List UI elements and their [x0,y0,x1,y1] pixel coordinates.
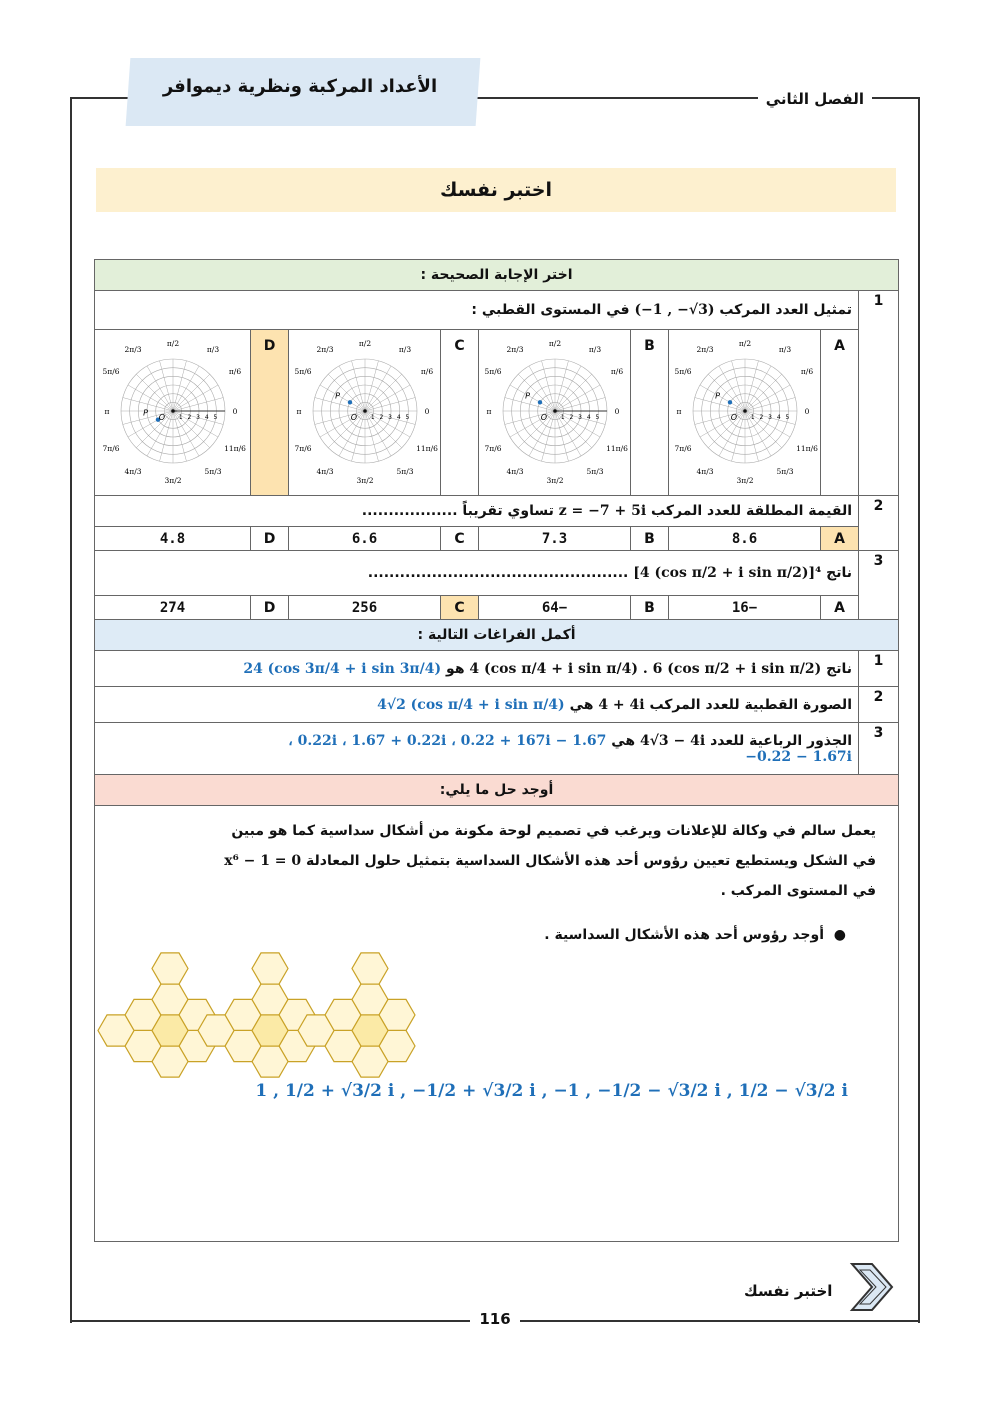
q3-label-a[interactable]: A [821,596,859,620]
tick-l1: 5π/6 [484,366,501,376]
radial-tick: 2 [187,413,191,421]
tick-l2: 7π/6 [674,443,691,453]
tick-tl: 2π/3 [124,344,141,354]
radial-tick: 5 [213,413,217,421]
radial-tick: 2 [569,413,573,421]
problem-answer: 1 , 1/2 + √3/2 i , −1/2 + √3/2 i , −1 , −1/2 − √3/2 i , 1/2 − √3/2 i [255,1081,848,1101]
radial-tick: 3 [767,413,772,421]
radial-tick: 5 [405,413,409,421]
tick-top: π/2 [738,338,751,348]
tick-left: π [104,406,109,416]
tick-left: π [296,406,301,416]
tick-l1: 5π/6 [294,366,311,376]
q1-option-a-graph[interactable] [669,330,821,496]
q3-option-c[interactable]: 256 [289,596,441,620]
tick-right: 0 [424,406,429,416]
tick-bottom: 3π/2 [164,475,181,485]
bullet-icon: ● [833,927,846,943]
fill1-answer: 24 (cos 3π/4 + i sin 3π/4) [243,660,442,677]
tick-top: π/2 [358,338,371,348]
tick-tl: 2π/3 [316,344,333,354]
tick-tr: π/3 [778,344,791,354]
tick-tr: π/3 [206,344,219,354]
radial-tick: 2 [759,413,763,421]
tick-l2: 7π/6 [484,443,501,453]
q3-option-d[interactable]: 274 [95,596,251,620]
q2-text: القيمة المطلقة للعدد المركب z = −7 + 5i تساوي تقريباً .................. [95,496,859,527]
tick-top: π/2 [548,338,561,348]
hexagon-board-figure [113,950,443,1080]
tick-l1: 5π/6 [102,366,119,376]
radial-tick: 2 [379,413,383,421]
problem-line-3: في المستوى المركب . [720,883,876,899]
origin-label: O [730,412,737,422]
point-p-label: P [714,390,720,400]
tick-bl: 4π/3 [506,466,523,476]
tick-bl: 4π/3 [696,466,713,476]
tick-left: π [486,406,491,416]
hexagon-cell [352,953,388,984]
banner-title: الأعداد المركبة ونظرية ديموافر [162,76,438,97]
q1-option-c-graph[interactable] [289,330,441,496]
tick-l1: 5π/6 [674,366,691,376]
tick-bottom: 3π/2 [356,475,373,485]
exercise-table [94,259,899,1242]
q2-option-c[interactable]: 6.6 [289,527,441,551]
radial-tick: 1 [370,413,375,421]
section-solve-heading: أوجد حل ما يلي: [95,775,899,806]
tick-tl: 2π/3 [696,344,713,354]
q2-option-d[interactable]: 4.8 [95,527,251,551]
q1-expr: (−1 , −√3) [634,302,715,318]
chapter-label: الفصل الثاني [758,90,872,108]
tick-bottom: 3π/2 [546,475,563,485]
point-p-marker [347,400,351,404]
tick-r2: 11π/6 [605,443,628,453]
q2-label-c[interactable]: C [441,527,479,551]
origin-label: O [350,412,357,422]
tick-r2: 11π/6 [795,443,818,453]
tick-tr: π/3 [588,344,601,354]
q3-number: 3 [859,551,899,620]
q3-expr: [4 (cos π/2 + i sin π/2)]⁴ [633,565,822,581]
fill1-number: 1 [859,651,899,687]
problem-cell [95,806,899,1242]
fill3-answer: 1.67 − 0.22i ، 1.67 + 0.22i ، 0.22 + 167i ، [288,732,607,749]
q3-label-d[interactable]: D [251,596,289,620]
q3-text: ناتج [4 (cos π/2 + i sin π/2)]⁴ ................................................. [95,551,859,596]
footer-label: اختبر نفسك [744,1282,833,1300]
fill3-number: 3 [859,723,899,775]
q3-option-a[interactable]: −16 [669,596,821,620]
radial-tick: 4 [396,413,401,421]
point-p-label: P [524,390,530,400]
page-title: اختبر نفسك [96,168,896,212]
problem-equation: x⁶ − 1 = 0 [224,853,302,869]
tick-right: 0 [804,406,809,416]
fill3-text: الجذور الرباعية للعدد 4√3 − 4i هي 1.67 − 0.22i ، 1.67 + 0.22i ، 0.22 + 167i ، −0.22 − 1.67i [95,723,859,775]
radial-tick: 4 [204,413,209,421]
q2-label-d[interactable]: D [251,527,289,551]
tick-r1: π/6 [610,366,623,376]
fill2-answer: 4√2 (cos π/4 + i sin π/4) [377,696,565,713]
section-mcq-heading: اختر الإجابة الصحيحة : [95,260,899,291]
problem-line-1: يعمل سالم في وكالة للإعلانات ويرغب في تصميم لوحة مكونة من أشكال سداسية كما هو مبين [231,823,876,839]
radial-tick: 1 [750,413,755,421]
tick-right: 0 [232,406,237,416]
q1-number: 1 [859,291,899,496]
tick-tl: 2π/3 [506,344,523,354]
fill2-text: الصورة القطبية للعدد المركب 4 + 4i هي 4√2 (cos π/4 + i sin π/4) [95,687,859,723]
q1-label-c[interactable]: C [441,330,479,496]
q2-label-b[interactable]: B [631,527,669,551]
q1-label-a[interactable]: A [821,330,859,496]
tick-bottom: 3π/2 [736,475,753,485]
hexagon-cell [152,953,188,984]
tick-r1: π/6 [420,366,433,376]
q1-label-b[interactable]: B [631,330,669,496]
q1-label-d[interactable]: D [251,330,289,496]
tick-bl: 4π/3 [124,466,141,476]
q1-option-d-graph[interactable] [95,330,251,496]
origin-label: O [540,412,547,422]
frame-right-line [918,97,920,1323]
radial-tick: 5 [785,413,789,421]
tick-br: 5π/3 [204,466,221,476]
chevron-right-icon [848,1262,894,1312]
tick-bl: 4π/3 [316,466,333,476]
tick-left: π [676,406,681,416]
tick-r2: 11π/6 [223,443,246,453]
tick-br: 5π/3 [586,466,603,476]
point-p-marker [537,400,541,404]
fill2-number: 2 [859,687,899,723]
tick-br: 5π/3 [396,466,413,476]
tick-br: 5π/3 [776,466,793,476]
hexagon-cell [252,953,288,984]
page-number: 116 [470,1310,520,1328]
problem-bullet: ● أوجد رؤوس أحد هذه الأشكال السداسية . [544,927,846,943]
radial-tick: 3 [577,413,582,421]
tick-tr: π/3 [398,344,411,354]
section-fill-heading: أكمل الفراغات التالية : [95,620,899,651]
tick-right: 0 [614,406,619,416]
q2-number: 2 [859,496,899,551]
problem-line-2: في الشكل ويستطيع تعيين رؤوس أحد هذه الأشكال السداسية بتمثيل حلول المعادلة x⁶ − 1 = 0 [224,853,876,869]
q2-expr: z = −7 + 5i [558,503,647,519]
q3-label-b[interactable]: B [631,596,669,620]
radial-tick: 5 [595,413,599,421]
point-p-label: P [334,390,340,400]
tick-top: π/2 [166,338,179,348]
radial-tick: 1 [178,413,183,421]
fill1-text: ناتج 4 (cos π/4 + i sin π/4) . 6 (cos π/2 + i sin π/2) هو 24 (cos 3π/4 + i sin 3π/4) [95,651,859,687]
origin-label: O [158,412,165,422]
tick-r2: 11π/6 [415,443,438,453]
radial-tick: 4 [586,413,591,421]
tick-r1: π/6 [228,366,241,376]
fill3-answer-line2: −0.22 − 1.67i [745,748,852,765]
radial-tick: 3 [387,413,392,421]
frame-left-line [70,97,72,1323]
q2-option-b[interactable]: 7.3 [479,527,631,551]
q2-option-a[interactable]: 8.6 [669,527,821,551]
point-p-marker [727,400,731,404]
radial-tick: 3 [195,413,200,421]
tick-r1: π/6 [800,366,813,376]
radial-tick: 4 [776,413,781,421]
q2-label-a[interactable]: A [821,527,859,551]
radial-tick: 1 [560,413,565,421]
q3-option-b[interactable]: −64 [479,596,631,620]
point-p-label: P [142,408,148,418]
q3-label-c[interactable]: C [441,596,479,620]
q1-text: تمثيل العدد المركب (−1 , −√3) في المستوى القطبي : [95,291,859,330]
tick-l2: 7π/6 [294,443,311,453]
tick-l2: 7π/6 [102,443,119,453]
q1-option-b-graph[interactable] [479,330,631,496]
